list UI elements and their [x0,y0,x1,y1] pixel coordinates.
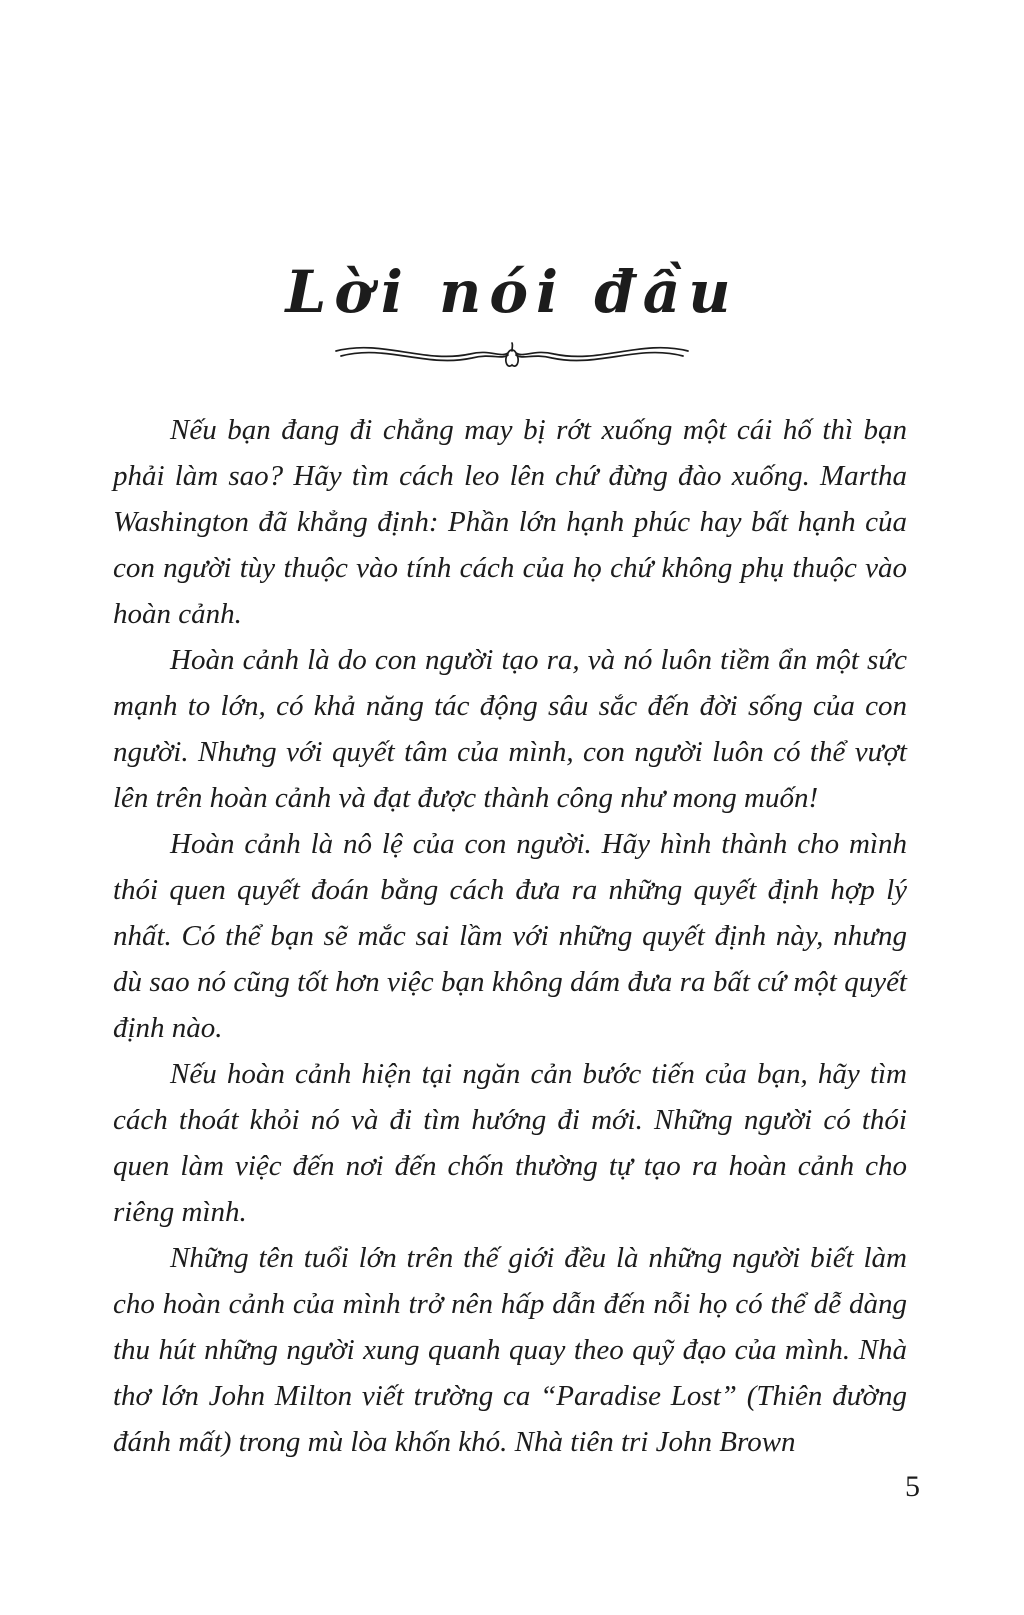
paragraph-2: Hoàn cảnh là do con người tạo ra, và nó luôn tiềm ẩn một sức mạnh to lớn, có khả năng tác động sâu sắc đến đời sống của con người. Nhưng với quyết tâm của mình, con người luôn có thể vượt lên trên hoàn cảnh và đạt được thành công như mong muốn! [113,644,907,814]
flourish-divider-icon [332,335,692,373]
paragraph-1: Nếu bạn đang đi chẳng may bị rớt xuống một cái hố thì bạn phải làm sao? Hãy tìm cách leo lên chứ đừng đào xuống. Martha Washington đã khẳng định: Phần lớn hạnh phúc hay bất hạnh của con người tùy thuộc vào tính cách của họ chứ không phụ thuộc vào hoàn cảnh. [113,414,907,630]
page-number: 5 [905,1470,920,1503]
body-text [113,407,907,1465]
paragraph-3: Hoàn cảnh là nô lệ của con người. Hãy hình thành cho mình thói quen quyết đoán bằng cách đưa ra những quyết định hợp lý nhất. Có thể bạn sẽ mắc sai lầm với những quyết định này, nhưng dù sao nó cũng tốt hơn việc bạn không dám đưa ra bất cứ một quyết định nào. [113,828,907,1044]
paragraph-5: Những tên tuổi lớn trên thế giới đều là những người biết làm cho hoàn cảnh của mình trở nên hấp dẫn đến nỗi họ có thể dễ dàng thu hút những người xung quanh quay theo quỹ đạo của mình. Nhà thơ lớn John Milton viết trường ca “Paradise Lost” (Thiên đường đánh mất) trong mù lòa khốn khó. Nhà tiên tri John Brown [113,1242,907,1458]
paragraph-4: Nếu hoàn cảnh hiện tại ngăn cản bước tiến của bạn, hãy tìm cách thoát khỏi nó và đi tìm hướng đi mới. Những người có thói quen làm việc đến nơi đến chốn thường tự tạo ra hoàn cảnh cho riêng mình. [113,1058,907,1228]
page-title: Lời nói đầu [285,258,739,326]
